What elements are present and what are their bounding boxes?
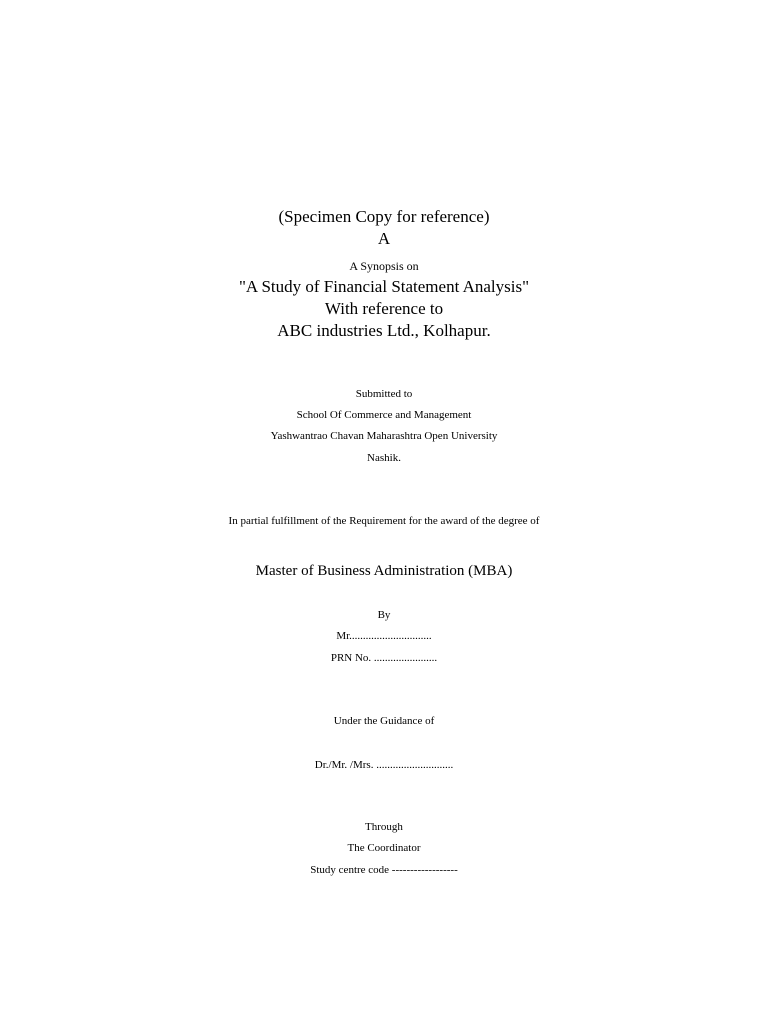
synopsis-company: ABC industries Ltd., Kolhapur. — [277, 321, 491, 340]
degree-name: Master of Business Administration (MBA) — [255, 563, 513, 579]
study-centre-code-field: Study centre code ------------------ — [310, 864, 458, 876]
fulfillment-statement: In partial fulfillment of the Requirement for the award of the degree of — [228, 515, 540, 527]
guide-name-field: Dr./Mr. /Mrs. ............................ — [314, 759, 454, 771]
guidance-label: Under the Guidance of — [333, 715, 435, 727]
through-label: Through — [365, 821, 403, 833]
by-label: By — [377, 609, 391, 621]
university-name: Yashwantrao Chavan Maharashtra Open University — [270, 430, 498, 442]
specimen-note: (Specimen Copy for reference) — [278, 207, 490, 226]
prn-field: PRN No. ....................... — [330, 652, 438, 664]
synopsis-intro: A Synopsis on — [349, 259, 419, 273]
student-name-field: Mr.............................. — [336, 630, 432, 642]
synopsis-reference: With reference to — [324, 299, 444, 318]
header-letter: A — [377, 229, 391, 248]
coordinator-label: The Coordinator — [347, 842, 421, 854]
submitted-to: Submitted to — [355, 388, 413, 400]
city-name: Nashik. — [367, 452, 401, 464]
school-name: School Of Commerce and Management — [296, 409, 472, 421]
synopsis-title: "A Study of Financial Statement Analysis" — [238, 277, 530, 296]
